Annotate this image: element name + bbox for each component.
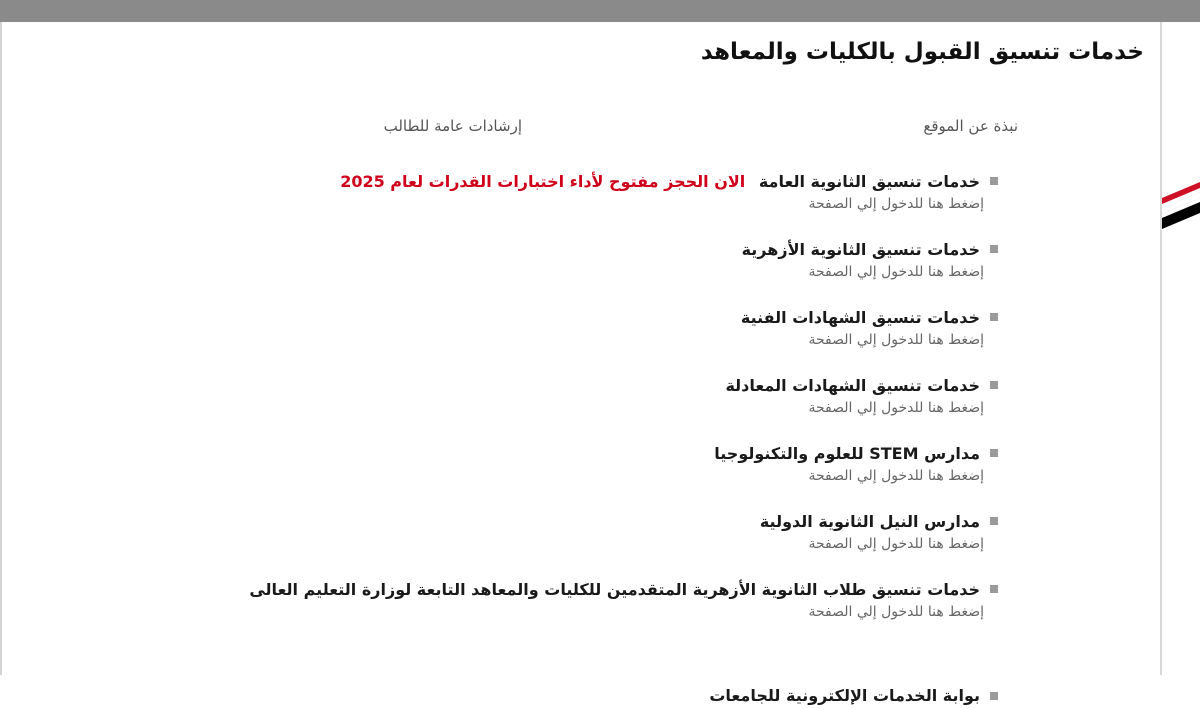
service-item-general-secondary bbox=[38, 171, 998, 239]
service-title: خدمات تنسيق الثانوية العامة bbox=[758, 172, 980, 191]
service-title: بوابة الخدمات الإلكترونية للجامعات bbox=[709, 686, 980, 705]
browser-top-bar bbox=[0, 0, 1200, 22]
service-title: خدمات تنسيق الشهادات الفنية bbox=[740, 308, 980, 327]
service-link[interactable]: إضغط هنا للدخول إلي الصفحة bbox=[808, 332, 984, 348]
flag-stripes-icon bbox=[1162, 22, 1200, 675]
square-bullet-icon bbox=[990, 585, 998, 593]
service-link[interactable]: إضغط هنا للدخول إلي الصفحة bbox=[808, 604, 984, 620]
service-item-partial bbox=[478, 683, 998, 705]
square-bullet-icon bbox=[990, 381, 998, 389]
service-title: خدمات تنسيق الثانوية الأزهرية bbox=[741, 240, 980, 259]
page-title: خدمات تنسيق القبول بالكليات والمعاهد bbox=[700, 39, 1144, 65]
square-bullet-icon bbox=[990, 177, 998, 185]
service-title-line bbox=[38, 171, 980, 193]
services-list bbox=[38, 171, 998, 647]
square-bullet-icon bbox=[990, 449, 998, 457]
service-item-azhar-secondary bbox=[38, 239, 998, 307]
square-bullet-icon bbox=[990, 313, 998, 321]
service-title: خدمات تنسيق طلاب الثانوية الأزهرية المتقدمين للكليات والمعاهد التابعة لوزارة التعليم العالى bbox=[249, 580, 980, 599]
main-panel bbox=[0, 22, 1162, 705]
service-link[interactable]: إضغط هنا للدخول إلي الصفحة bbox=[808, 536, 984, 552]
square-bullet-icon bbox=[990, 517, 998, 525]
service-item-equivalent-certificates bbox=[38, 375, 998, 443]
service-link[interactable]: إضغط هنا للدخول إلي الصفحة bbox=[808, 196, 984, 212]
service-item-technical-certificates bbox=[38, 307, 998, 375]
service-item-stem-schools bbox=[38, 443, 998, 511]
service-link[interactable]: إضغط هنا للدخول إلي الصفحة bbox=[808, 468, 984, 484]
service-link[interactable]: إضغط هنا للدخول إلي الصفحة bbox=[808, 264, 984, 280]
service-title: مدارس النيل الثانوية الدولية bbox=[759, 512, 980, 531]
service-item-nile-schools bbox=[38, 511, 998, 579]
square-bullet-icon bbox=[990, 692, 998, 700]
service-link[interactable]: إضغط هنا للدخول إلي الصفحة bbox=[808, 400, 984, 416]
service-title: مدارس STEM للعلوم والتكنولوجيا bbox=[714, 444, 980, 463]
nav-about-link[interactable]: نبذة عن الموقع bbox=[923, 117, 1018, 135]
service-notice[interactable]: الان الحجز مفتوح لأداء اختبارات القدرات لعام 2025 bbox=[340, 172, 746, 191]
nav-guidance-link[interactable]: إرشادات عامة للطالب bbox=[383, 117, 522, 135]
flag-decoration bbox=[1162, 22, 1200, 675]
service-title: خدمات تنسيق الشهادات المعادلة bbox=[725, 376, 980, 395]
service-item-azhar-higher-education bbox=[38, 579, 998, 647]
square-bullet-icon bbox=[990, 245, 998, 253]
